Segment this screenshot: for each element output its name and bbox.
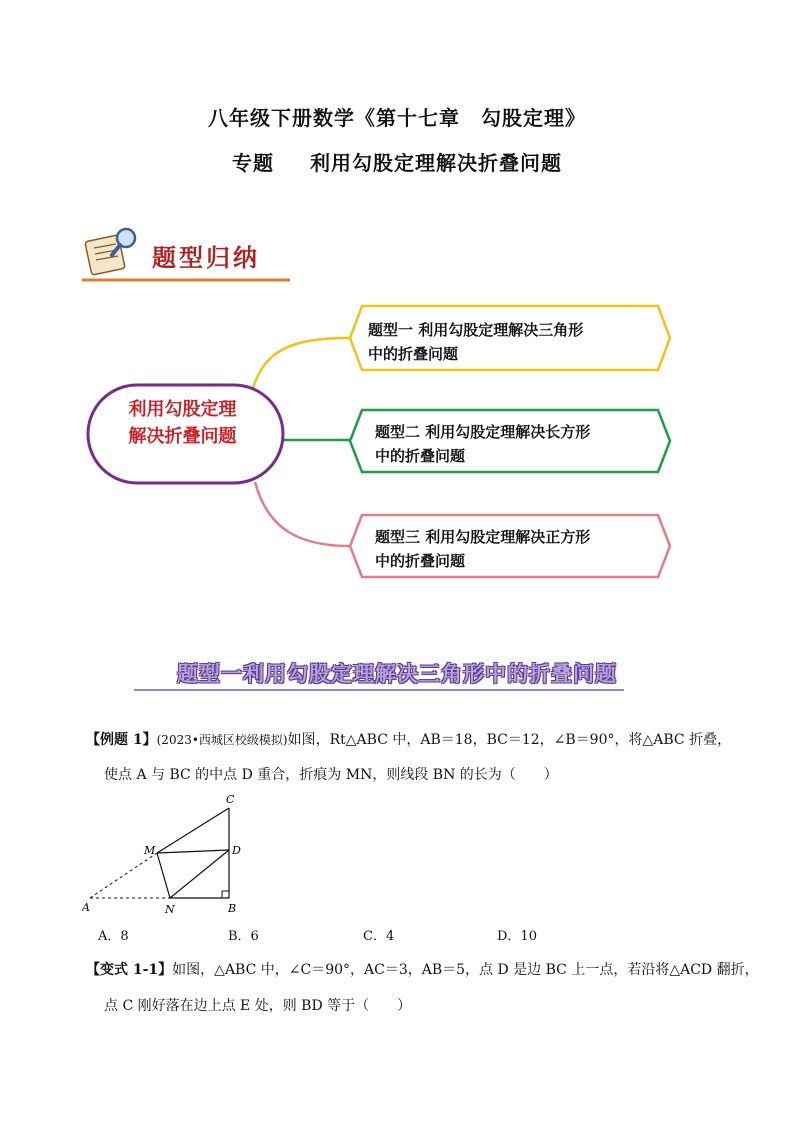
example-1-source: (2023•西城区校级模拟): [156, 733, 288, 747]
center-node-line2: 解决折叠问题: [128, 426, 237, 447]
example-1-line1: [86, 730, 731, 750]
branch-label-1: [368, 318, 668, 366]
section-heading-underline: [134, 689, 624, 691]
label-D: D: [232, 844, 241, 857]
label-N: N: [165, 903, 175, 915]
label-A: A: [82, 901, 90, 914]
variant-1-text1: 如图，△ABC 中，∠C＝90°，AC＝3，AB＝5，点 D 是边 BC 上一点，若沿将△ACD 翻折，: [172, 962, 759, 978]
branch-2-line1: 题型二 利用勾股定理解决长方形: [375, 423, 591, 441]
subtitle-prefix: 专题: [232, 151, 274, 175]
segment-AM-dashed: [90, 853, 157, 898]
branch-connector-1: [250, 338, 350, 400]
option-c: C．4: [363, 929, 395, 944]
right-angle-mark: [222, 891, 229, 898]
option-a: A．8: [98, 929, 129, 944]
branch-connector-3: [255, 482, 350, 546]
label-C: C: [226, 793, 235, 806]
example-1-line2: 使点 A 与 BC 的中点 D 重合，折痕为 MN，则线段 BN 的长为（ ）: [104, 767, 558, 783]
branch-1-line2: 中的折叠问题: [368, 345, 459, 363]
center-node-label: [95, 396, 270, 450]
branch-3-line1: 题型三 利用勾股定理解决正方形: [375, 528, 591, 546]
label-M: M: [144, 844, 156, 857]
example-1-figure: [82, 790, 252, 915]
example-1-text1: 如图，Rt△ABC 中，AB＝18，BC＝12，∠B＝90°，将△ABC 折叠，: [287, 732, 732, 748]
segment-MC: [157, 808, 229, 853]
center-node-line1: 利用勾股定理: [128, 399, 237, 420]
option-d: D．10: [497, 929, 537, 944]
branch-label-2: [375, 420, 675, 468]
branch-3-line2: 中的折叠问题: [375, 552, 466, 570]
example-1-label: 【例题 1】: [86, 732, 157, 748]
branch-1-line1: 题型一 利用勾股定理解决三角形: [368, 321, 584, 339]
variant-1-label: 【变式 1-1】: [86, 962, 173, 978]
segment-MN: [157, 853, 170, 898]
segment-ND: [170, 850, 229, 898]
variant-1-line2: 点 C 刚好落在边上点 E 处，则 BD 等于（ ）: [104, 998, 412, 1014]
subtitle-main: 利用勾股定理解决折叠问题: [310, 151, 562, 175]
page-title: 八年级下册数学《第十七章 勾股定理》: [208, 106, 586, 130]
banner-label: 题型归纳: [152, 244, 260, 272]
option-b: B．6: [228, 929, 259, 944]
segment-MD: [157, 850, 229, 853]
label-B: B: [228, 902, 237, 915]
variant-1-line1: [86, 960, 759, 980]
section-heading: 题型一利用勾股定理解决三角形中的折叠问题: [177, 662, 617, 686]
branch-label-3: [375, 525, 675, 573]
branch-2-line2: 中的折叠问题: [375, 447, 466, 465]
